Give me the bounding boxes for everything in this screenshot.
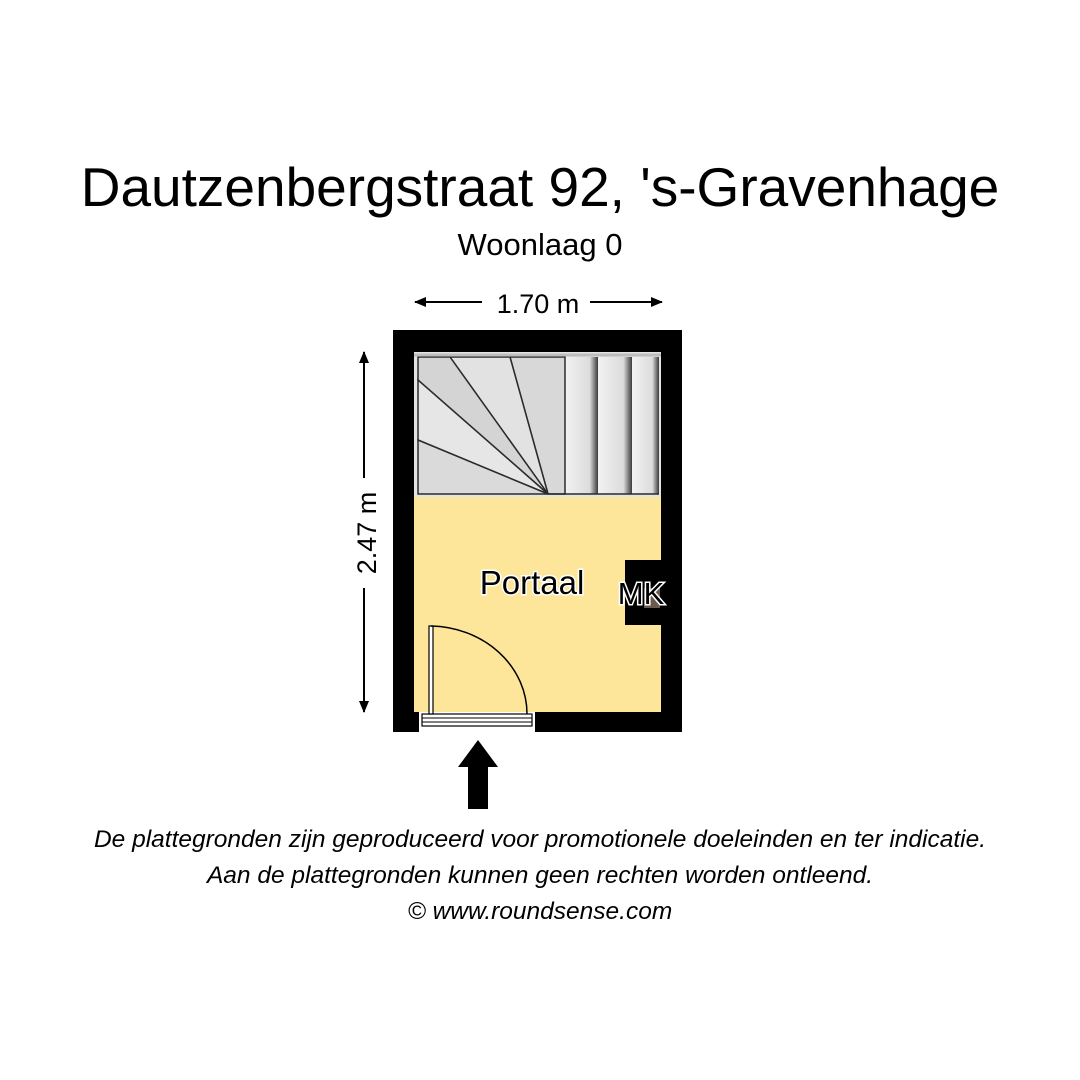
staircase: [414, 355, 661, 494]
mk-label: MK: [617, 576, 665, 611]
page-title: Dautzenbergstraat 92, 's-Gravenhage: [80, 156, 1000, 218]
door-leaf: [429, 626, 433, 714]
height-dimension-label: 2.47 m: [352, 491, 382, 575]
width-dimension: [415, 289, 662, 319]
disclaimer-line-2: Aan de plattegronden kunnen geen rechten worden ontleend.: [206, 862, 874, 889]
stair-step: [598, 357, 632, 494]
floor-level-label: Woonlaag 0: [457, 227, 623, 262]
stair-step: [632, 357, 659, 494]
disclaimer-line-1: De plattegronden zijn geproduceerd voor promotionele doeleinden en ter indicatie.: [93, 826, 987, 853]
portaal-label: Portaal: [479, 564, 585, 601]
entrance-arrow-icon: [458, 740, 498, 809]
width-dimension-label: 1.70 m: [496, 289, 580, 319]
copyright-line: © www.roundsense.com: [407, 898, 673, 925]
stair-step: [565, 357, 598, 494]
height-dimension: [352, 352, 382, 712]
disclaimer: [0, 822, 1080, 930]
